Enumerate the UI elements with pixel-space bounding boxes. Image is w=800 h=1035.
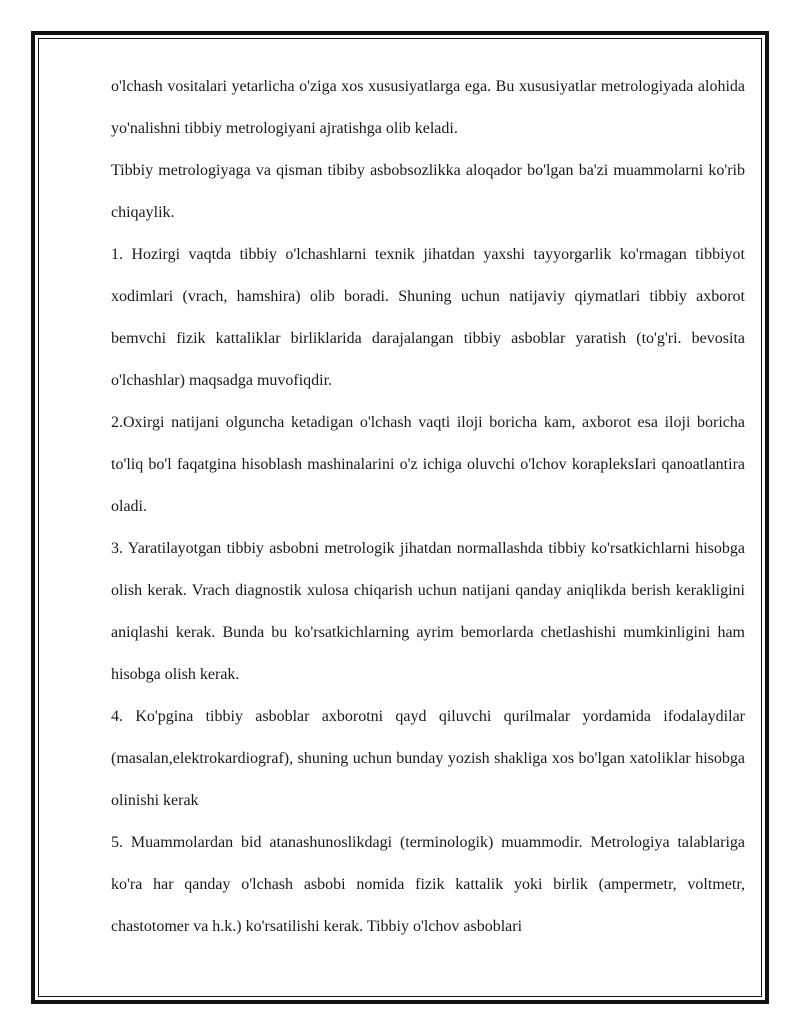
paragraph-intro-continuation: o'lchash vositalari yetarlicha o'ziga xos xususiyatlarga ega. Bu xususiyatlar metrologiyada alohida yo'nalishni tibbiy metrologiyani ajratishga olib keladi.: [111, 78, 745, 137]
paragraph-problems-intro: Tibbiy metrologiyaga va qisman tibiby asbobsozlikka aloqador bo'lgan ba'zi muammolarni ko'rib chiqaylik.: [111, 162, 745, 221]
paragraph-item-2: 2.Oxirgi natijani olguncha ketadigan o'lchash vaqti iloji boricha kam, axborot esa iloji boricha to'liq bo'l faqatgina hisoblash mashinalarini o'z ichiga oluvchi o'lchov korapleksIari qanoatlantira oladi.: [111, 414, 745, 515]
paragraph-item-5: 5. Muammolardan bid atanashunoslikdagi (terminologik) muammodir. Metrologiya talablariga ko'ra har qanday o'lchash asbobi nomida fizik kattalik yoki birlik (ampermetr, voltmetr, chastotomer va h.k.) ko'rsatilishi kerak. Tibbiy o'lchov asboblari: [111, 834, 745, 935]
paragraph-item-3: 3. Yaratilayotgan tibbiy asbobni metrologik jihatdan normallashda tibbiy ko'rsatkichlarni hisobga olish kerak. Vrach diagnostik xulosa chiqarish uchun natijani qanday aniqlikda berish kerakligini aniqlashi kerak. Bunda bu ko'rsatkichlarning ayrim bemorlarda chetlashishi mumkinligini ham hisobga olish kerak.: [111, 540, 745, 683]
paragraph-item-1: 1. Hozirgi vaqtda tibbiy o'lchashlarni texnik jihatdan yaxshi tayyorgarlik ko'rmagan tibbiyot xodimlari (vrach, hamshira) olib boradi. Shuning uchun natijaviy qiymatlari tibbiy axborot bemvchi fizik kattaliklar birliklarida darajalangan tibbiy asboblar yaratish (to'g'ri. bevosita o'lchashlar) maqsadga muvofiqdir.: [111, 246, 745, 389]
paragraph-item-4: 4. Ko'pgina tibbiy asboblar axborotni qayd qiluvchi qurilmalar yordamida ifodalaydilar (masalan,elektrokardiograf), shuning uchun bunday yozish shakliga xos bo'lgan xatoliklar hisobga olinishi kerak: [111, 708, 745, 809]
document-body: [111, 66, 745, 948]
